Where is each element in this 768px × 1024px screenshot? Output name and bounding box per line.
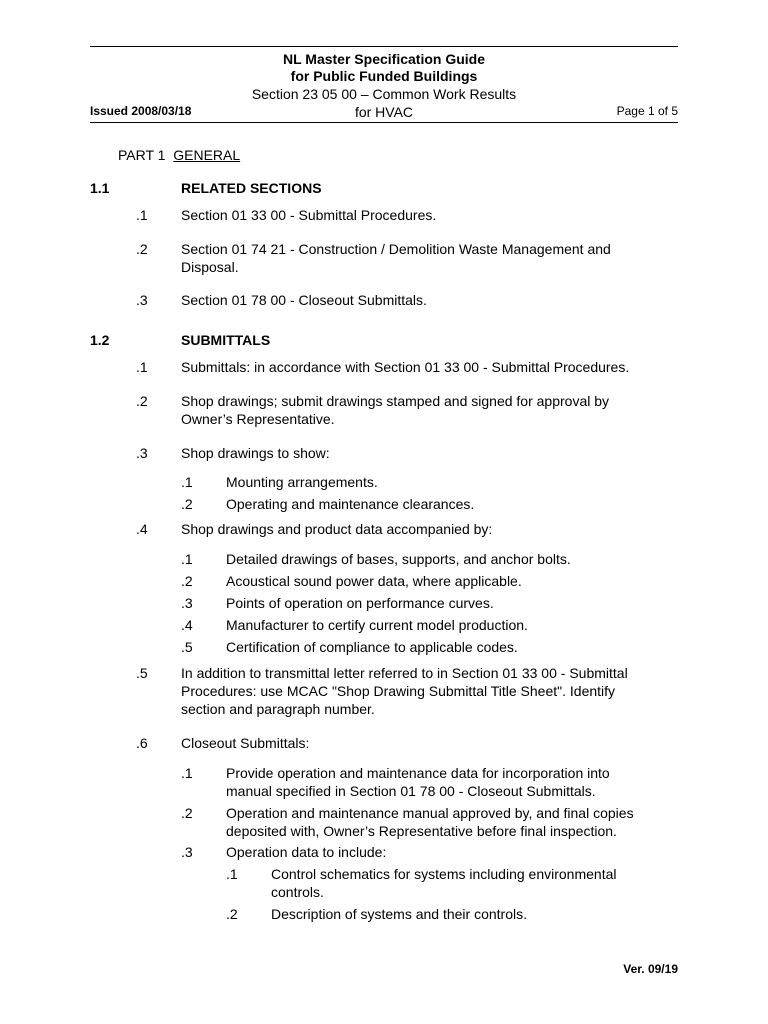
- subitem-text: Detailed drawings of bases, supports, and anchor bolts.: [226, 551, 571, 567]
- item-text: Submittals: in accordance with Section 01 33 00 - Submittal Procedures.: [181, 359, 630, 375]
- item-number: .2: [136, 393, 148, 409]
- issued-date: Issued 2008/03/18: [90, 104, 192, 118]
- item-number: .6: [136, 735, 148, 751]
- item-number: .4: [136, 521, 148, 537]
- page-number: Page 1 of 5: [616, 104, 678, 118]
- subitem-text: Operation data to include:: [226, 844, 387, 860]
- subitem-text: Manufacturer to certify current model production.: [226, 617, 528, 633]
- item-text: Owner’s Representative.: [181, 411, 335, 427]
- item-number: .3: [136, 445, 148, 461]
- item-text: Procedures: use MCAC "Shop Drawing Submittal Title Sheet". Identify: [181, 683, 616, 699]
- item-text: In addition to transmittal letter referred to in Section 01 33 00 - Submittal: [181, 665, 628, 681]
- item-number: .1: [136, 207, 148, 223]
- subitem-number: .2: [181, 496, 193, 512]
- part-label: PART 1: [118, 147, 166, 163]
- item-number: .3: [136, 292, 148, 308]
- subitem-text: Acoustical sound power data, where applicable.: [226, 573, 522, 589]
- item-text: Disposal.: [181, 259, 239, 275]
- subitem-text: Operating and maintenance clearances.: [226, 496, 475, 512]
- subsubitem-text: Control schematics for systems including environmental: [271, 866, 617, 882]
- header-top-rule: [90, 46, 678, 47]
- section-number: 1.1: [90, 180, 110, 196]
- subitem-text: Mounting arrangements.: [226, 474, 378, 490]
- item-number: .1: [136, 359, 148, 375]
- item-text: Section 01 33 00 - Submittal Procedures.: [181, 207, 437, 223]
- subitem-number: .2: [181, 573, 193, 589]
- item-text: section and paragraph number.: [181, 701, 375, 717]
- subitem-number: .1: [181, 765, 193, 781]
- subitem-number: .1: [181, 551, 193, 567]
- subsubitem-text: controls.: [271, 884, 324, 900]
- subsubitem-text: Description of systems and their controls.: [271, 906, 527, 922]
- doc-section-title: Section 23 05 00 – Common Work Results: [251, 86, 517, 102]
- item-text: Section 01 78 00 - Closeout Submittals.: [181, 292, 427, 308]
- doc-title-line1: NL Master Specification Guide: [282, 51, 485, 67]
- subitem-number: .3: [181, 595, 193, 611]
- subitem-text: Operation and maintenance manual approved by, and final copies: [226, 805, 634, 821]
- item-text: Shop drawings; submit drawings stamped and signed for approval by: [181, 393, 610, 409]
- doc-section-subtitle: for HVAC: [354, 104, 414, 120]
- subitem-text: Points of operation on performance curves.: [226, 595, 494, 611]
- subitem-number: .3: [181, 844, 193, 860]
- version-footer: Ver. 09/19: [623, 962, 678, 976]
- subsubitem-number: .2: [226, 906, 238, 922]
- item-text: Shop drawings and product data accompanied by:: [181, 521, 493, 537]
- subitem-text: manual specified in Section 01 78 00 - Closeout Submittals.: [226, 783, 596, 799]
- subitem-number: .5: [181, 639, 193, 655]
- item-text: Closeout Submittals:: [181, 735, 310, 751]
- item-number: .5: [136, 665, 148, 681]
- part-heading: [118, 146, 252, 164]
- section-title: SUBMITTALS: [181, 332, 271, 348]
- section-title: RELATED SECTIONS: [181, 180, 322, 196]
- item-text: Shop drawings to show:: [181, 445, 330, 461]
- subitem-number: .4: [181, 617, 193, 633]
- subitem-number: .2: [181, 805, 193, 821]
- item-text: Section 01 74 21 - Construction / Demolition Waste Management and: [181, 241, 611, 257]
- subitem-text: Certification of compliance to applicable codes.: [226, 639, 518, 655]
- subitem-text: deposited with, Owner’s Representative before final inspection.: [226, 823, 617, 839]
- doc-title-line2: for Public Funded Buildings: [290, 68, 478, 84]
- section-number: 1.2: [90, 332, 110, 348]
- subitem-number: .1: [181, 474, 193, 490]
- part-title: GENERAL: [173, 147, 241, 163]
- subsubitem-number: .1: [226, 866, 238, 882]
- item-number: .2: [136, 241, 148, 257]
- header-bottom-rule: [90, 122, 678, 123]
- subitem-text: Provide operation and maintenance data for incorporation into: [226, 765, 610, 781]
